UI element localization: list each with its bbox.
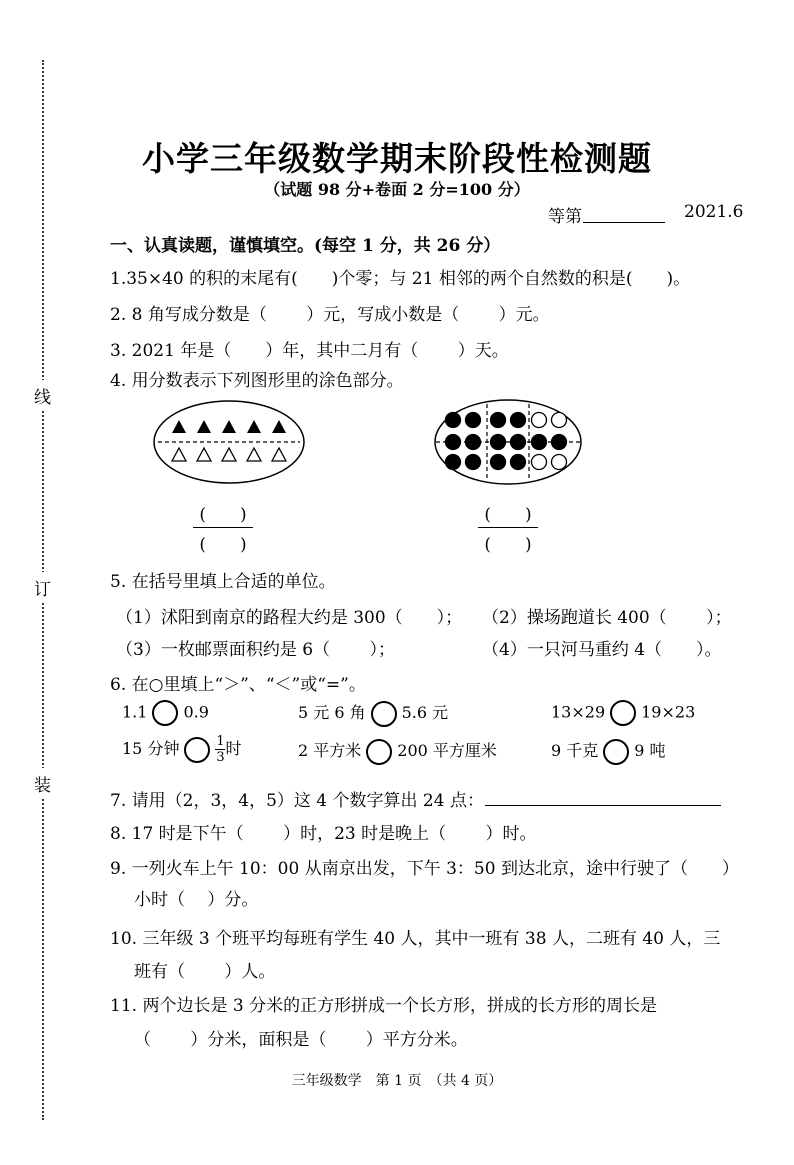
fraction-numerator-blank[interactable]: ( ): [484, 505, 532, 525]
question-4: 4. 用分数表示下列图形里的涂色部分。: [110, 371, 404, 391]
binding-char-zhuang: 装: [34, 768, 51, 799]
compare-right: 0.9: [183, 702, 209, 722]
compare-3: [551, 700, 695, 726]
compare-5: [298, 738, 497, 765]
compare-right-fraction: [215, 735, 225, 764]
compare-left: 2 平方米: [298, 741, 362, 760]
compare-6: [551, 738, 666, 765]
empty-circle: [552, 413, 567, 428]
fraction-denominator-blank[interactable]: ( ): [199, 535, 247, 555]
section-heading: 一、认真读题，谨慎填空。(每空 1 分，共 26 分）: [110, 236, 501, 256]
compare-circle[interactable]: [610, 700, 636, 726]
compare-left: 13×29: [551, 702, 606, 722]
empty-circle: [532, 413, 547, 428]
question-10-line-2: 班有（ ）人。: [134, 962, 276, 982]
empty-triangle: [222, 448, 236, 461]
compare-circle[interactable]: [603, 739, 629, 765]
filled-triangle: [247, 420, 261, 433]
question-11-line-2: （ ）分米，面积是（ ）平方分米。: [134, 1030, 468, 1050]
compare-left: 15 分钟: [122, 739, 180, 758]
question-5-item-4: （4）一只河马重约 4（ ）。: [482, 640, 722, 660]
grade-blank-line[interactable]: [583, 222, 665, 223]
grade-label: 等第: [548, 207, 582, 227]
compare-left: 9 千克: [551, 741, 599, 760]
filled-circle: [466, 455, 481, 470]
question-5-item-2: （2）操场跑道长 400（ ）；: [482, 608, 732, 628]
compare-right: 9 吨: [634, 741, 666, 760]
filled-circle: [446, 413, 461, 428]
question-6: 6. 在○里填上“＞”、“＜”或“=”。: [110, 675, 366, 695]
filled-circle: [491, 455, 506, 470]
question-9-line-1: 9. 一列火车上午 10：00 从南京出发，下午 3：50 到达北京，途中行驶了（ ）: [110, 859, 739, 879]
question-2: 2. 8 角写成分数是（ ）元，写成小数是（ ）元。: [110, 305, 550, 325]
question-3: 3. 2021 年是（ ）年，其中二月有（ ）天。: [110, 341, 509, 361]
filled-triangle: [197, 420, 211, 433]
filled-circle: [511, 455, 526, 470]
page-title: 小学三年级数学期末阶段性检测题: [142, 139, 652, 178]
empty-circle: [552, 455, 567, 470]
compare-right-unit: 时: [225, 739, 242, 758]
compare-4: [122, 735, 241, 764]
fraction-numerator: 1: [216, 734, 225, 749]
binding-char-ding: 订: [34, 572, 51, 603]
empty-triangle: [247, 448, 261, 461]
empty-circle: [532, 455, 547, 470]
empty-triangle: [197, 448, 211, 461]
exam-date: 2021.6: [684, 202, 744, 222]
fraction-answer-2[interactable]: [478, 500, 538, 555]
filled-triangle: [272, 420, 286, 433]
filled-circle: [446, 455, 461, 470]
page-footer: 三年级数学 第 1 页 （共 4 页）: [291, 1073, 503, 1089]
filled-circle: [511, 435, 526, 450]
compare-1: [122, 700, 209, 726]
compare-circle[interactable]: [366, 739, 392, 765]
question-7-answer-line[interactable]: [485, 805, 721, 806]
question-5: 5. 在括号里填上合适的单位。: [110, 572, 336, 592]
filled-circle: [511, 413, 526, 428]
filled-triangle: [172, 420, 186, 433]
question-10-line-1: 10. 三年级 3 个班平均每班有学生 40 人，其中一班有 38 人，二班有 40 人，三: [110, 929, 721, 949]
compare-circle[interactable]: [152, 700, 178, 726]
empty-triangle: [172, 448, 186, 461]
fraction-numerator-blank[interactable]: ( ): [199, 505, 247, 525]
compare-2: [298, 700, 448, 727]
triangle-figure: [152, 398, 307, 486]
binding-char-xian: 线: [34, 380, 51, 411]
question-8: 8. 17 时是下午（ ）时，23 时是晚上（ ）时。: [110, 824, 537, 844]
question-7: 7. 请用（2，3，4，5）这 4 个数字算出 24 点：: [110, 791, 484, 811]
fraction-denominator-blank[interactable]: ( ): [484, 535, 532, 555]
fraction-denominator: 3: [216, 750, 225, 765]
compare-circle[interactable]: [371, 701, 397, 727]
compare-left: 1.1: [122, 702, 148, 722]
filled-triangle: [222, 420, 236, 433]
filled-circle: [446, 435, 461, 450]
empty-triangle: [272, 448, 286, 461]
question-5-item-1: （1）沭阳到南京的路程大约是 300（ ）；: [116, 608, 463, 628]
compare-right: 19×23: [641, 702, 696, 722]
compare-right: 200 平方厘米: [397, 741, 497, 760]
compare-circle[interactable]: [184, 737, 210, 763]
filled-circle: [466, 413, 481, 428]
filled-circle: [491, 413, 506, 428]
question-1: 1.35×40 的积的末尾有( )个零；与 21 相邻的两个自然数的积是( )。: [110, 269, 691, 289]
filled-circle: [466, 435, 481, 450]
question-5-item-3: （3）一枚邮票面积约是 6（ ）；: [116, 640, 395, 660]
question-11-line-1: 11. 两个边长是 3 分米的正方形拼成一个长方形，拼成的长方形的周长是: [110, 996, 658, 1016]
compare-left: 5 元 6 角: [298, 703, 366, 722]
fraction-answer-1[interactable]: [193, 500, 253, 555]
compare-right: 5.6 元: [401, 703, 449, 722]
circle-figure: [433, 398, 583, 486]
filled-circle: [491, 435, 506, 450]
question-9-line-2: 小时（ ）分。: [134, 890, 259, 910]
score-note: （试题 98 分+卷面 2 分=100 分）: [264, 180, 530, 199]
filled-circle: [552, 435, 567, 450]
filled-circle: [532, 435, 547, 450]
